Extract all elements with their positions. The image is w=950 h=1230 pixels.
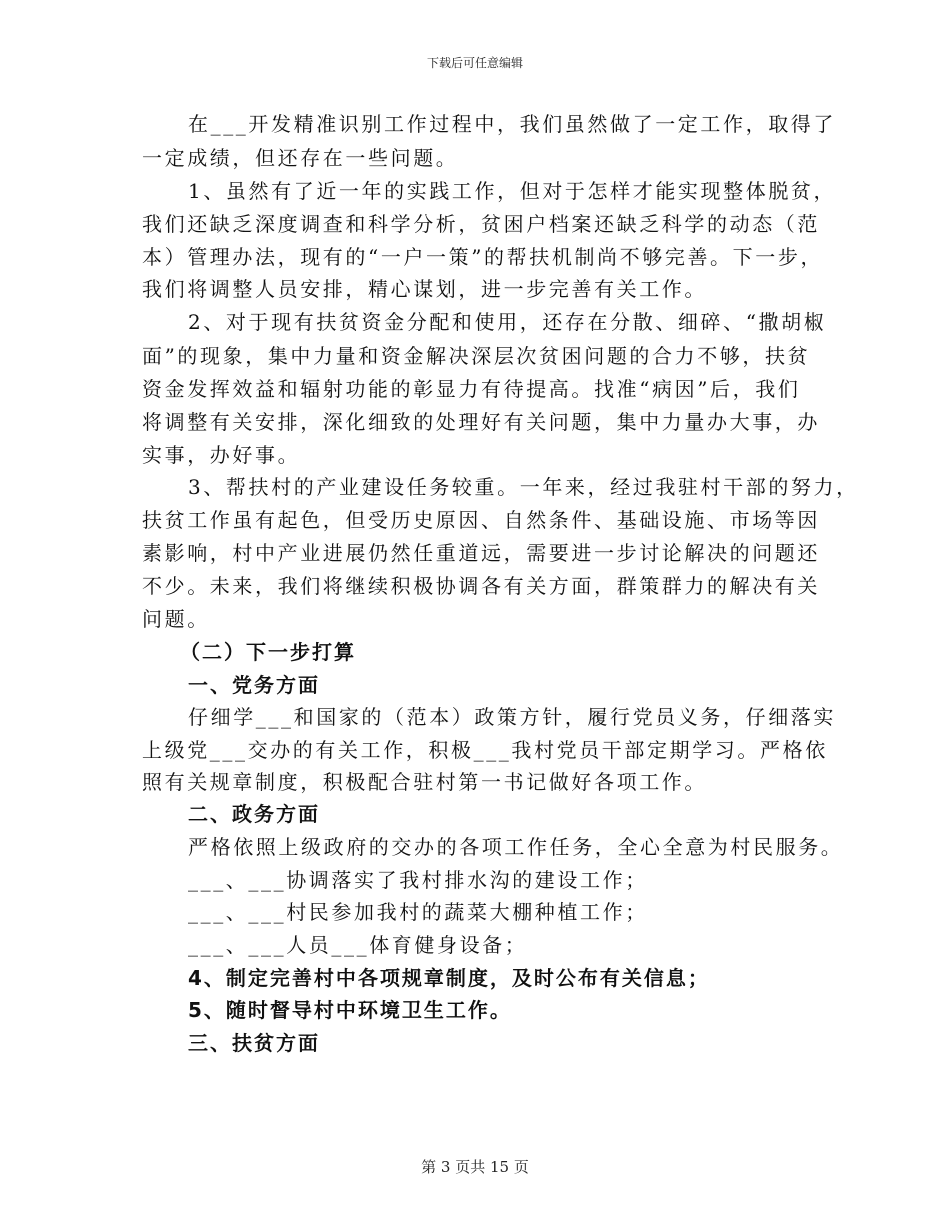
page-header: 下载后可任意编辑 — [426, 56, 523, 70]
page-footer: 第 3 页共 15 页 — [421, 1158, 529, 1176]
paragraph-line: 将调整有关安排，深化细致的处理好有关问题，集中力量办大事，办 — [142, 410, 820, 434]
paragraph-line: 2、对于现有扶贫资金分配和使用，还存在分散、细碎、“撒胡椒 — [188, 310, 827, 334]
paragraph-line: 照有关规章制度，积极配合驻村第一书记做好各项工作。 — [142, 770, 707, 794]
paragraph-line: 资金发挥效益和辐射功能的彰显力有待提高。找准“病因”后，我们 — [142, 377, 801, 401]
paragraph-line: 3、帮扶村的产业建设任务较重。一年来，经过我驻村干部的努力， — [188, 475, 859, 499]
section-heading: （二）下一步打算 — [180, 640, 356, 664]
paragraph-line: 我们将调整人员安排，精心谋划，进一步完善有关工作。 — [142, 277, 707, 301]
paragraph-line: 素影响，村中产业进展仍然任重道远，需要进一步讨论解决的问题还 — [142, 541, 820, 565]
paragraph-line: 本）管理办法，现有的“一户一策”的帮扶机制尚不够完善。下一步， — [142, 245, 824, 269]
section-heading: 一、党务方面 — [188, 673, 320, 697]
list-item: ___、___村民参加我村的蔬菜大棚种植工作； — [188, 900, 648, 924]
paragraph-line: 扶贫工作虽有起色，但受历史原因、自然条件、基础设施、市场等因 — [142, 508, 820, 532]
list-item: ___、___人员___体育健身设备； — [188, 933, 528, 957]
paragraph-line: 在___开发精准识别工作过程中，我们虽然做了一定工作，取得了 — [188, 112, 836, 136]
section-heading: 二、政务方面 — [188, 802, 320, 826]
paragraph-line: 我们还缺乏深度调查和科学分析，贫困户档案还缺乏科学的动态（范 — [142, 212, 820, 236]
paragraph-line: 严格依照上级政府的交办的各项工作任务，全心全意为村民服务。 — [188, 835, 844, 859]
paragraph-line: 仔细学___和国家的（范本）政策方针，履行党员义务，仔细落实 — [188, 705, 836, 729]
paragraph-line: 上级党___交办的有关工作，积极___我村党员干部定期学习。严格依 — [142, 738, 828, 762]
paragraph-line: 一定成绩，但还存在一些问题。 — [142, 146, 459, 170]
paragraph-line: 不少。未来，我们将继续积极协调各有关方面，群策群力的解决有关 — [142, 574, 820, 598]
list-item: 5、随时督导村中环境卫生工作。 — [188, 998, 512, 1022]
list-item: 4、制定完善村中各项规章制度，及时公布有关信息； — [188, 966, 710, 990]
paragraph-line: 实事，办好事。 — [142, 443, 301, 467]
paragraph-line: 问题。 — [142, 607, 210, 631]
section-heading: 三、扶贫方面 — [188, 1031, 320, 1055]
paragraph-line: 面”的现象，集中力量和资金解决深层次贫困问题的合力不够，扶贫 — [142, 344, 811, 368]
list-item: ___、___协调落实了我村排水沟的建设工作； — [188, 868, 648, 892]
paragraph-line: 1、虽然有了近一年的实践工作，但对于怎样才能实现整体脱贫， — [188, 179, 837, 203]
